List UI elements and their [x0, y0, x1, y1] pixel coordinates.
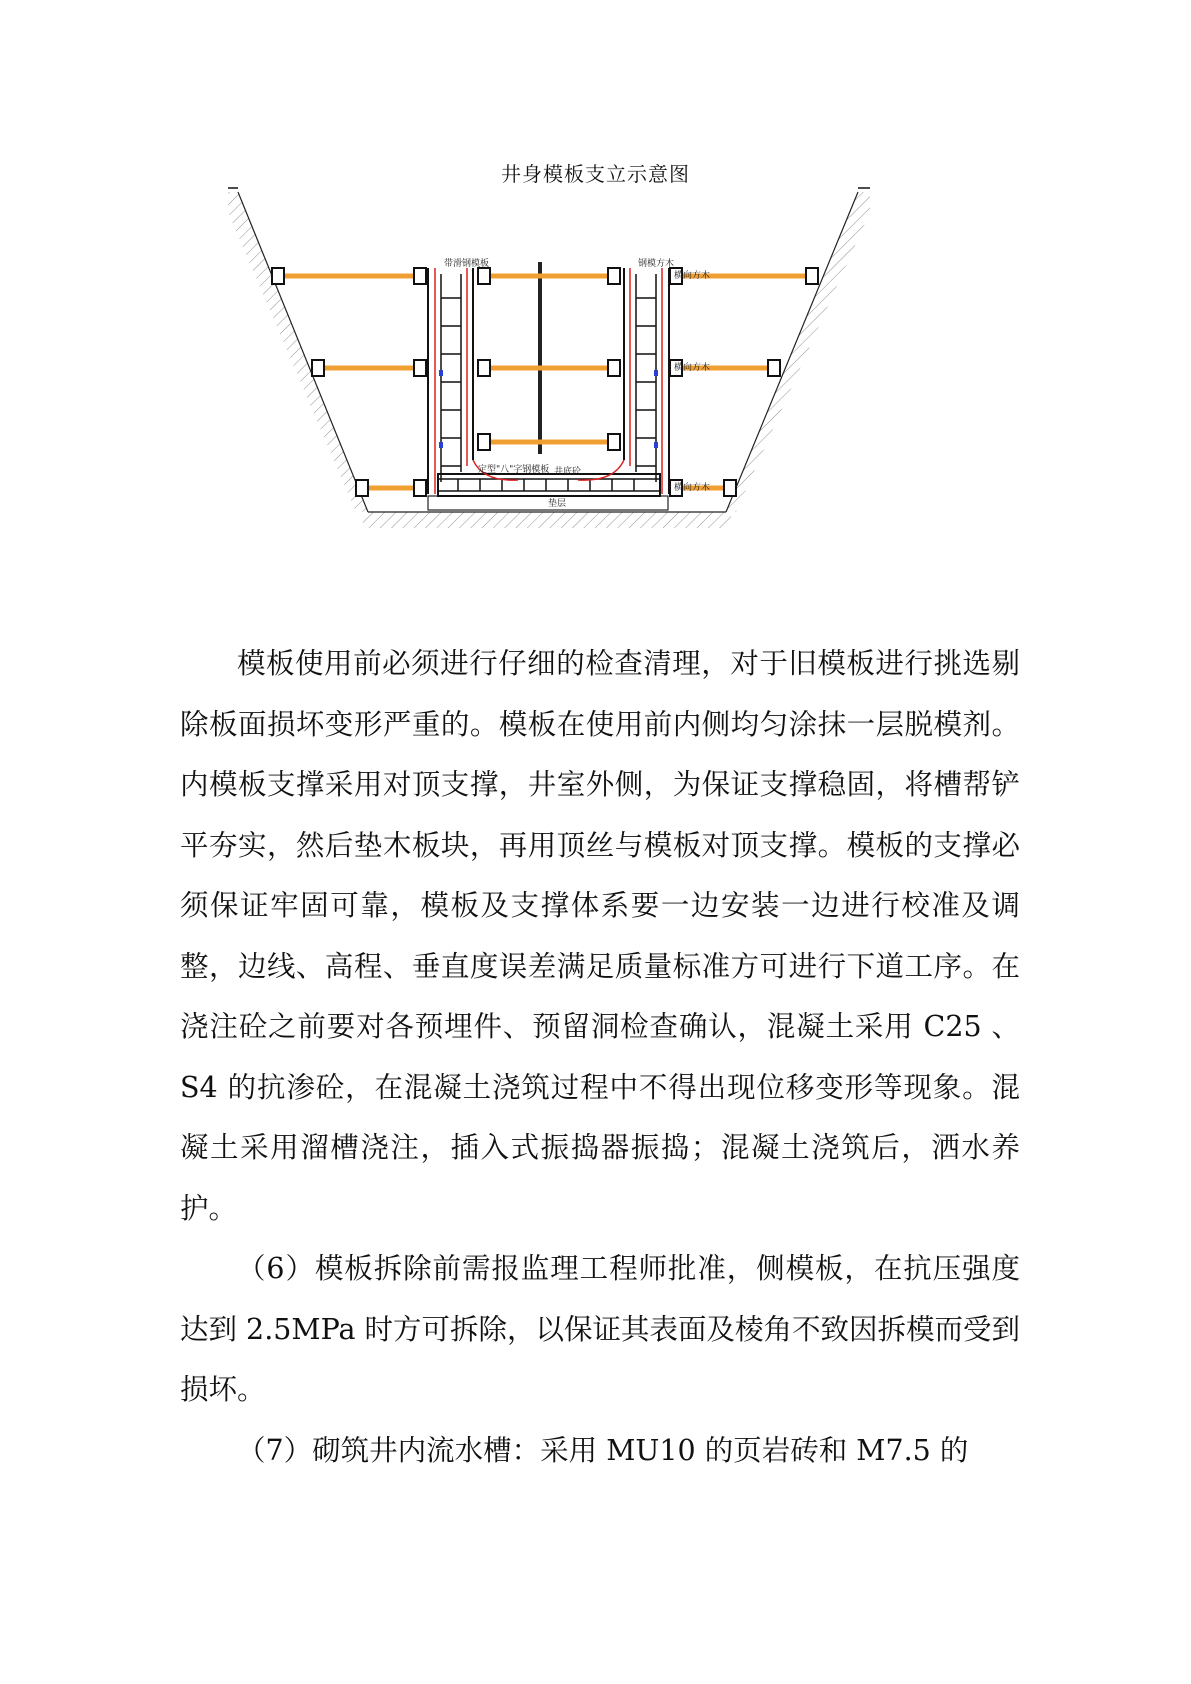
left-trench-slope — [228, 192, 368, 512]
label-timber-1: 横向方木 — [674, 271, 711, 281]
left-wall-formwork — [428, 268, 518, 494]
strut-bolts — [272, 268, 818, 496]
label-right-form: 钢模方木 — [638, 259, 675, 269]
paragraph-flow-channel: （7）砌筑井内流水槽：采用 MU10 的页岩砖和 M7.5 的 — [237, 1433, 969, 1467]
trench-bottom — [363, 512, 731, 528]
formwork-diagram — [228, 182, 928, 582]
paragraph-formwork-inspection: 模板使用前必须进行仔细的检查清理，对于旧模板进行挑选剔除板面损坏变形严重的。模板在使用前内侧均匀涂抹一层脱模剂。内模板支撑采用对顶支撑，井室外侧，为保证支撑稳固，将槽帮铲平夯实，然后垫木板块，再用顶丝与模板对顶支撑。模板的支撑必须保证牢固可靠，模板及支撑体系要一边安装一边进行校准及调整，边线、高程、垂直度误差满足质量标准方可进行下道工序。在浇注砼之前要对各预埋件、预留洞检查确认，混凝土采用 C25 、S4 的抗渗砼，在混凝土浇筑过程中不得出现位移变形等现象。混凝土采用溜槽浇注，插入式振捣器振捣；混凝土浇筑后，洒水养护。 — [180, 647, 1020, 1225]
bracing-struts — [284, 276, 806, 488]
label-bottom-form: 定型"八"字钢模板 — [478, 465, 550, 475]
paragraph-formwork-removal: （6）模板拆除前需报监理工程师批准，侧模板，在抗压强度达到 2.5MPa 时方可拆除，以保证其表面及棱角不致因拆模而受到损坏。 — [180, 1252, 1021, 1406]
bottom-slab — [438, 474, 660, 496]
figure-title: 井身模板支立示意图 — [501, 162, 690, 186]
label-timber-3: 横向方木 — [674, 483, 711, 493]
label-left-form: 带滑钢模板 — [444, 259, 490, 269]
right-trench-slope — [726, 192, 870, 512]
label-cushion: 垫层 — [548, 499, 567, 509]
label-timber-2: 横向方木 — [674, 363, 711, 373]
right-wall-formwork — [578, 268, 669, 494]
body-text — [180, 634, 1020, 1481]
label-bottom-concrete: 井底砼 — [554, 467, 582, 477]
